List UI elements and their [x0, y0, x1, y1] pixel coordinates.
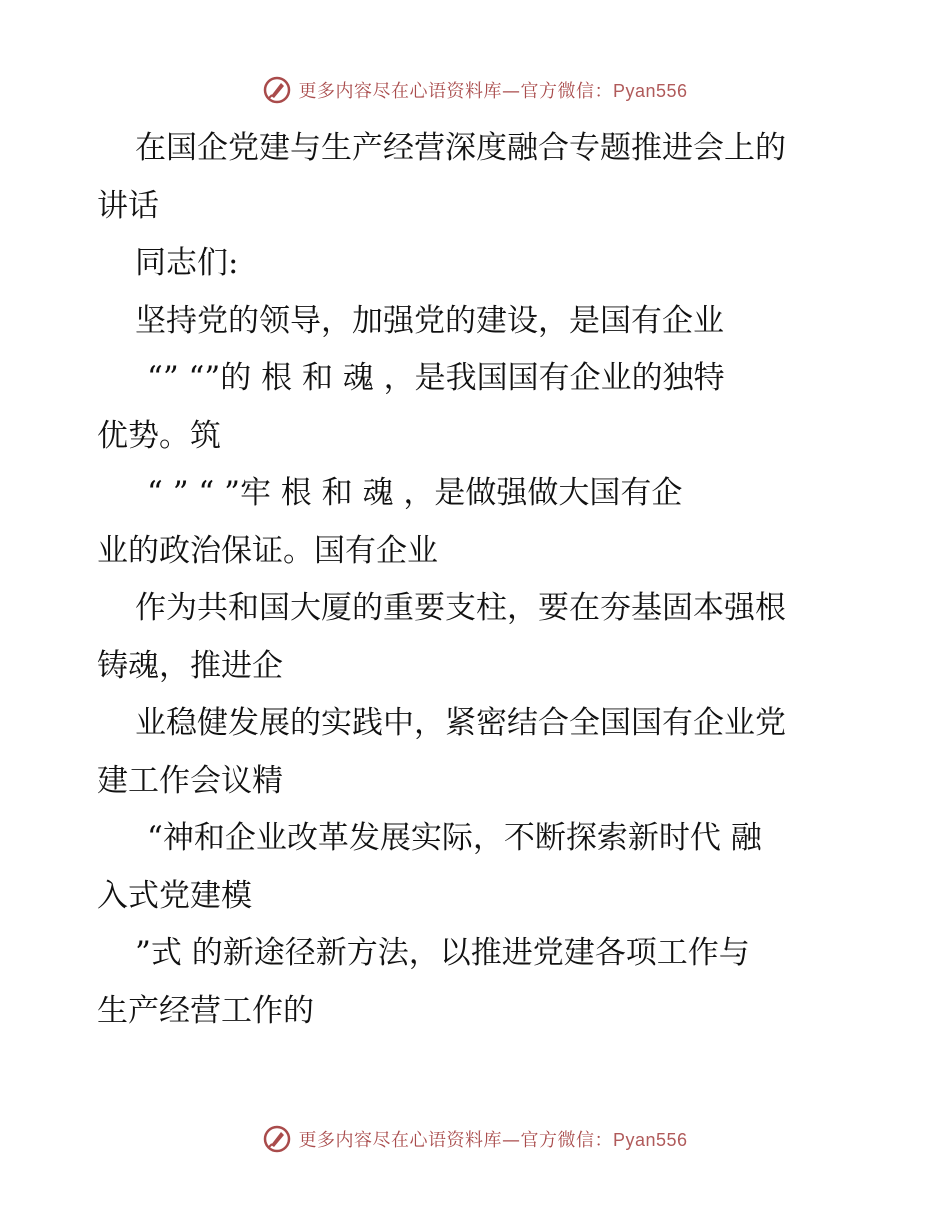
paragraph-line: 业稳健发展的实践中，紧密结合全国国有企业党 [135, 705, 786, 741]
salutation: 同志们: [135, 245, 239, 281]
pen-nib-seal-icon [262, 75, 292, 105]
watermark-wechat-id: Pyan556 [612, 1130, 688, 1150]
paragraph-line: 优势。筑 [97, 417, 221, 454]
paragraph-line: 坚持党的领导，加强党的建设，是国有企业 [135, 302, 724, 339]
title-line-2: 讲话 [97, 187, 159, 224]
paragraph-line: “神和企业改革发展实际，不断探索新时代 融 [147, 820, 762, 856]
paragraph-line: 入式党建模 [97, 877, 252, 914]
pen-nib-seal-icon [262, 1124, 292, 1154]
document-body [97, 120, 857, 1040]
watermark-text [298, 1126, 687, 1152]
footer-watermark [0, 1122, 950, 1156]
watermark-separator: — [501, 1130, 521, 1151]
watermark-site: 更多内容尽在心语资料库 [298, 81, 502, 102]
watermark-wechat-label: 官方微信： [520, 1130, 613, 1151]
paragraph-line: “ ” “ ”牢 根 和 魂 ，是做强做大国有企 [147, 475, 683, 511]
watermark-separator: — [501, 81, 521, 102]
watermark-site: 更多内容尽在心语资料库 [298, 1130, 502, 1151]
paragraph-line: 业的政治保证。国有企业 [97, 532, 438, 569]
watermark-text [298, 77, 687, 103]
paragraph-line: 作为共和国大厦的重要支柱，要在夯基固本强根 [135, 590, 786, 626]
paragraph-line: 生产经营工作的 [97, 992, 314, 1029]
paragraph-line: ”式 的新途径新方法，以推进党建各项工作与 [135, 935, 750, 971]
paragraph-line: 铸魂，推进企 [97, 647, 283, 684]
watermark-wechat-label: 官方微信： [520, 81, 613, 102]
paragraph-line: “” “”的 根 和 魂 ，是我国国有企业的独特 [147, 360, 725, 396]
title-line-1: 在国企党建与生产经营深度融合专题推进会上的 [135, 130, 786, 166]
watermark-wechat-id: Pyan556 [612, 81, 688, 101]
paragraph-line: 建工作会议精 [97, 762, 283, 799]
header-watermark [0, 73, 950, 107]
